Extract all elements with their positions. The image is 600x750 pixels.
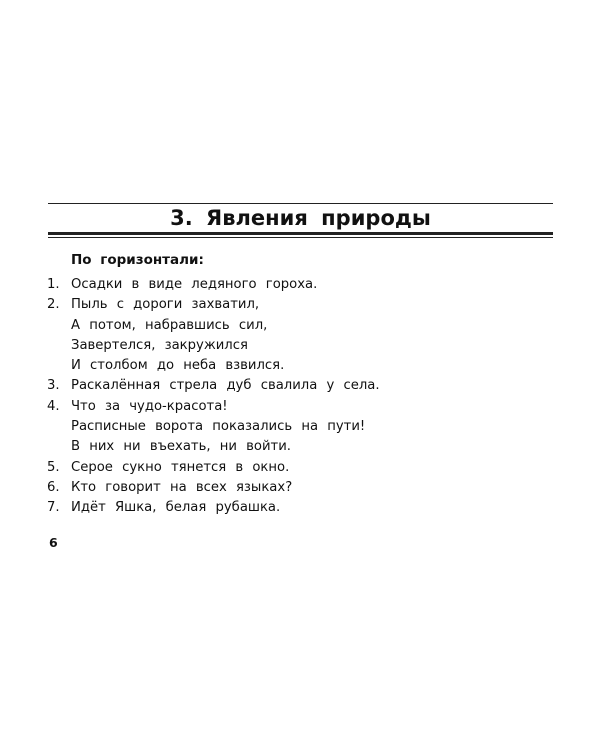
item-number: 1. [47,277,60,292]
item-line: В них ни въехать, ни войти. [71,439,291,455]
list-item [47,376,567,396]
list-item [47,478,567,498]
item-line: Расписные ворота показались на пути! [71,419,366,435]
item-line: А потом, набравшись сил, [71,317,268,333]
title-rule-bottom-thick [48,232,553,235]
item-number: 2. [47,297,60,313]
item-number: 7. [47,500,60,516]
item-line: Что за чудо-красота! [71,398,228,414]
list-item [47,397,567,458]
item-line: Раскалённая стрела дуб свалила у села. [71,378,380,394]
list-item [47,295,567,376]
item-number: 3. [47,378,60,394]
item-line: Пыль с дороги захватил, [71,297,260,313]
section-title: 3. Явления природы [170,206,431,230]
item-line: И столбом до неба взвился. [71,358,285,374]
list-item [47,275,567,295]
page-number: 6 [49,535,58,550]
riddle-list [47,275,567,519]
item-number: 4. [47,398,60,414]
item-line: Завертелся, закружился [71,337,248,353]
list-item [47,498,567,518]
item-number: 6. [47,479,60,495]
title-rule-top [48,203,553,204]
item-line: Кто говорит на всех языках? [71,479,293,495]
item-line: Идёт Яшка, белая рубашка. [71,500,281,516]
item-number: 5. [47,459,60,475]
title-rule-bottom-thin [48,237,553,238]
list-item [47,458,567,478]
subheading-horizontal: По горизонтали: [71,252,204,268]
item-line: Серое сукно тянется в окно. [71,459,290,475]
item-line: Осадки в виде ледяного гороха. [71,277,318,292]
